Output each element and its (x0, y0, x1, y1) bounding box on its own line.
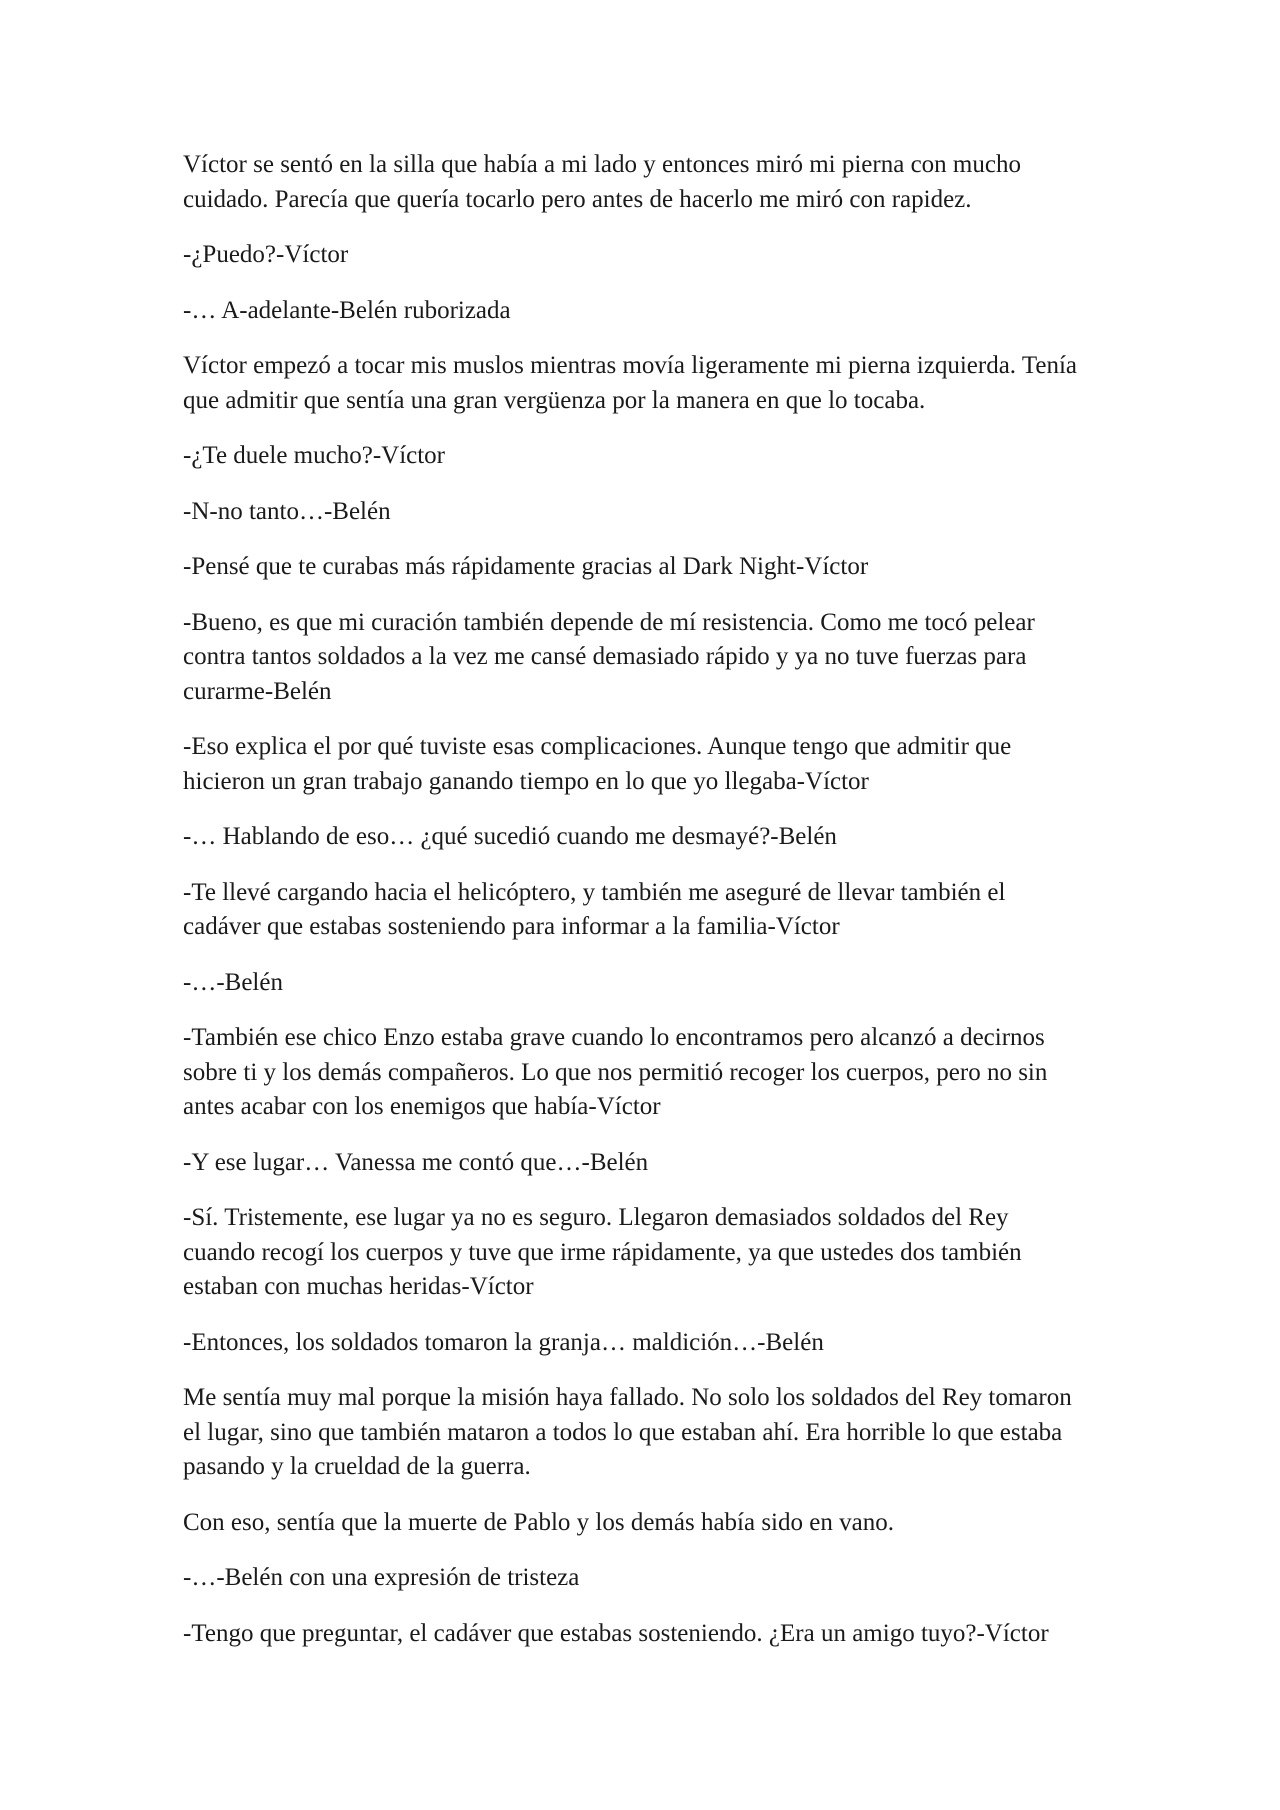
paragraph: -¿Te duele mucho?-Víctor (183, 442, 446, 469)
paragraph: Con eso, sentía que la muerte de Pablo y los demás había sido en vano. (183, 1508, 894, 1536)
document-body (183, 148, 1083, 1672)
paragraph: -Y ese lugar… Vanessa me contó que…-Belén (183, 1148, 649, 1176)
paragraph: -Entonces, los soldados tomaron la granja… maldición…-Belén (183, 1328, 824, 1356)
paragraph: -Tengo que preguntar, el cadáver que estabas sosteniendo. ¿Era un amigo tuyo?-Víctor (183, 1619, 1049, 1647)
paragraph: -Bueno, es que mi curación también depende de mí resistencia. Como me tocó pelear contra tantos soldados a la vez me cansé demasiado rápido y ya no tuve fuerzas para curarme-Belén (183, 608, 1035, 705)
paragraph: -N-no tanto…-Belén (183, 497, 391, 525)
paragraph: -… Hablando de eso… ¿qué sucedió cuando me desmayé?-Belén (183, 823, 837, 850)
paragraph: Víctor empezó a tocar mis muslos mientras movía ligeramente mi pierna izquierda. Tenía que admitir que sentía una gran vergüenza por la manera en que lo tocaba. (183, 352, 1078, 414)
paragraph: -Te llevé cargando hacia el helicóptero, y también me aseguré de llevar también el cadáver que estabas sosteniendo para informar a la familia-Víctor (183, 878, 1006, 940)
paragraph: -También ese chico Enzo estaba grave cuando lo encontramos pero alcanzó a decirnos sobre ti y los demás compañeros. Lo que nos permitió recoger los cuerpos, pero no sin antes acabar con los enemigos que había-Víctor (183, 1024, 1048, 1120)
paragraph: -…-Belén (183, 968, 283, 996)
paragraph: -…-Belén con una expresión de tristeza (183, 1564, 580, 1591)
paragraph: -Pensé que te curabas más rápidamente gracias al Dark Night-Víctor (183, 553, 869, 580)
paragraph: -… A-adelante-Belén ruborizada (183, 296, 511, 324)
paragraph: Víctor se sentó en la silla que había a mi lado y entonces miró mi pierna con mucho cuidado. Parecía que quería tocarlo pero antes de hacerlo me miró con rapidez. (183, 151, 1021, 213)
paragraph: Me sentía muy mal porque la misión haya fallado. No solo los soldados del Rey tomaron el lugar, sino que también mataron a todos lo que estaban ahí. Era horrible lo que estaba pasando y la crueldad de la guerra. (183, 1384, 1072, 1480)
paragraph: -Sí. Tristemente, ese lugar ya no es seguro. Llegaron demasiados soldados del Rey cuando recogí los cuerpos y tuve que irme rápidamente, ya que ustedes dos también estaban con muchas heridas-Víctor (183, 1204, 1022, 1300)
paragraph: -Eso explica el por qué tuviste esas complicaciones. Aunque tengo que admitir que hicieron un gran trabajo ganando tiempo en lo que yo llegaba-Víctor (183, 733, 1012, 795)
paragraph: -¿Puedo?-Víctor (183, 241, 349, 268)
